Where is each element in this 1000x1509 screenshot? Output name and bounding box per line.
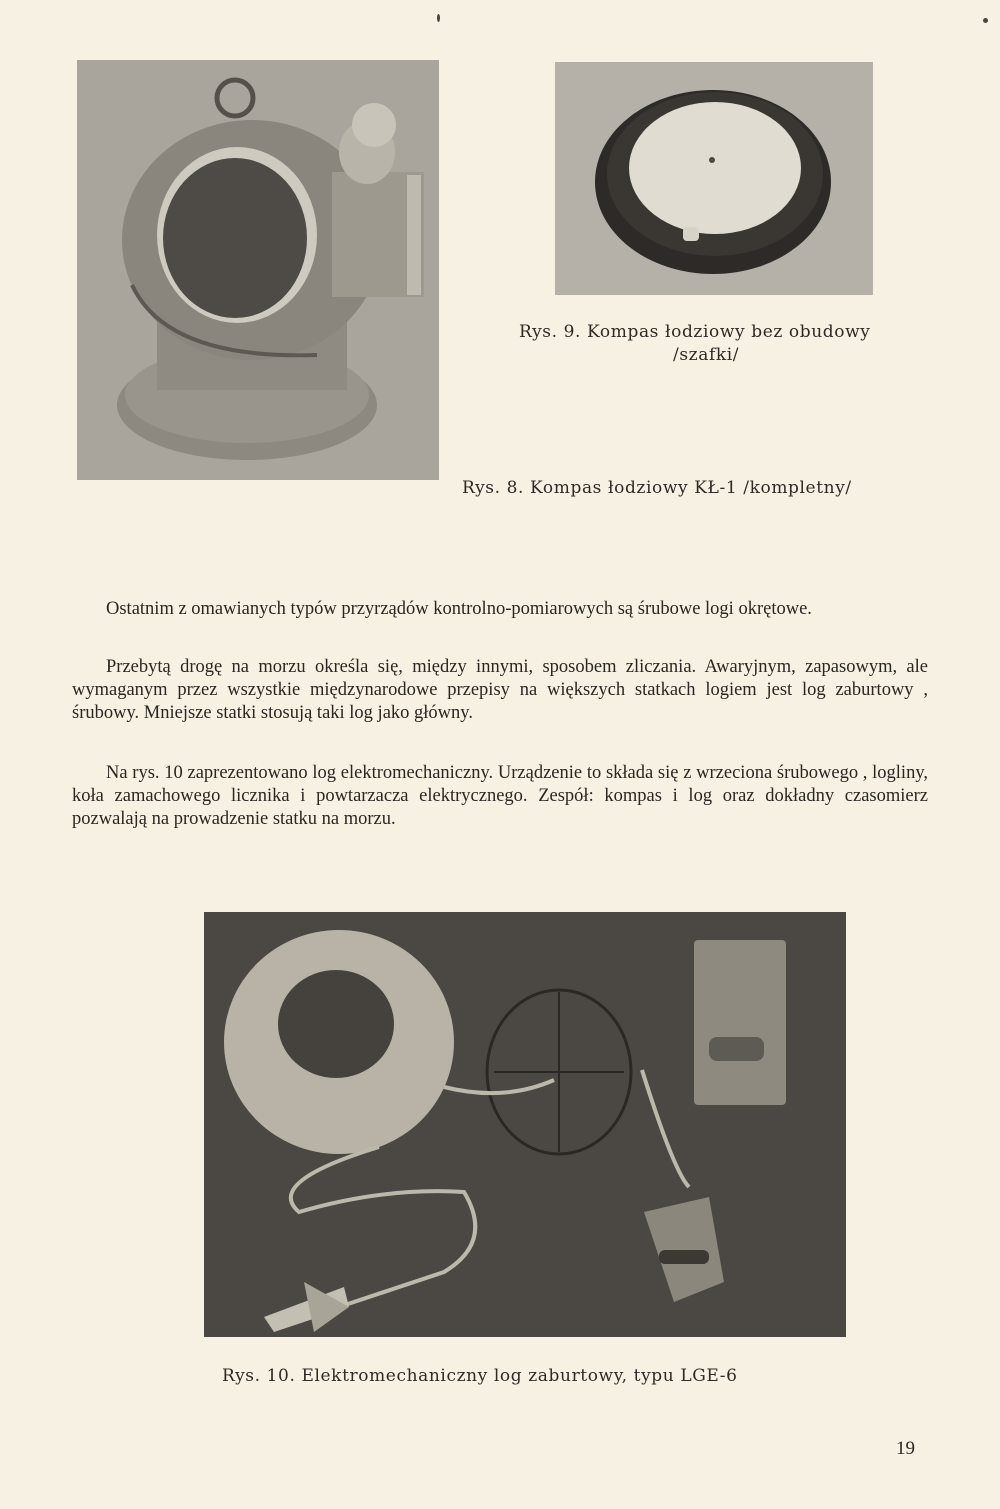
figure-9-caption-continued: /szafki/ — [673, 345, 740, 365]
paragraph-text: Ostatnim z omawianych typów przyrządów kontrolno-pomiarowych są śrubowe logi okrętowe. — [106, 599, 812, 619]
paragraph-screw-logs — [72, 598, 928, 621]
figure-10-caption: Rys. 10. Elektromechaniczny log zaburtowy, typu LGE-6 — [222, 1366, 738, 1386]
paragraph-text: Na rys. 10 zaprezentowano log elektromechaniczny. Urządzenie to składa się z wrzeciona śrubowego , logliny, koła zamachowego licznika i powtarzacza elektrycznego. Zespół: kompas i log oraz dokładny czasomierz pozwalają na prowadzenie statku na morzu. — [72, 763, 928, 829]
figure-9-caption: Rys. 9. Kompas łodziowy bez obudowy — [519, 322, 871, 342]
electromechanical-log-image — [204, 912, 846, 1337]
compass-image — [555, 62, 873, 295]
figure-8-photo — [77, 60, 439, 480]
page-number: 19 — [896, 1438, 915, 1459]
figure-8-caption: Rys. 8. Kompas łodziowy KŁ-1 /kompletny/ — [462, 478, 852, 498]
scan-speck — [437, 14, 440, 22]
figure-10-photo — [204, 912, 846, 1337]
paragraph-electromechanical-log — [72, 762, 928, 831]
paragraph-text: Przebytą drogę na morzu określa się, między innymi, sposobem zliczania. Awaryjnym, zapasowym, ale wymaganym przez wszystkie międzynarodowe przepisy na większych statkach logiem jest log zaburtowy , śrubowy. Mniejsze statki stosują taki log jako główny. — [72, 657, 928, 723]
paragraph-dead-reckoning — [72, 656, 928, 725]
binnacle-compass-image — [77, 60, 439, 480]
figure-9-photo — [555, 62, 873, 295]
scan-speck — [983, 18, 988, 23]
